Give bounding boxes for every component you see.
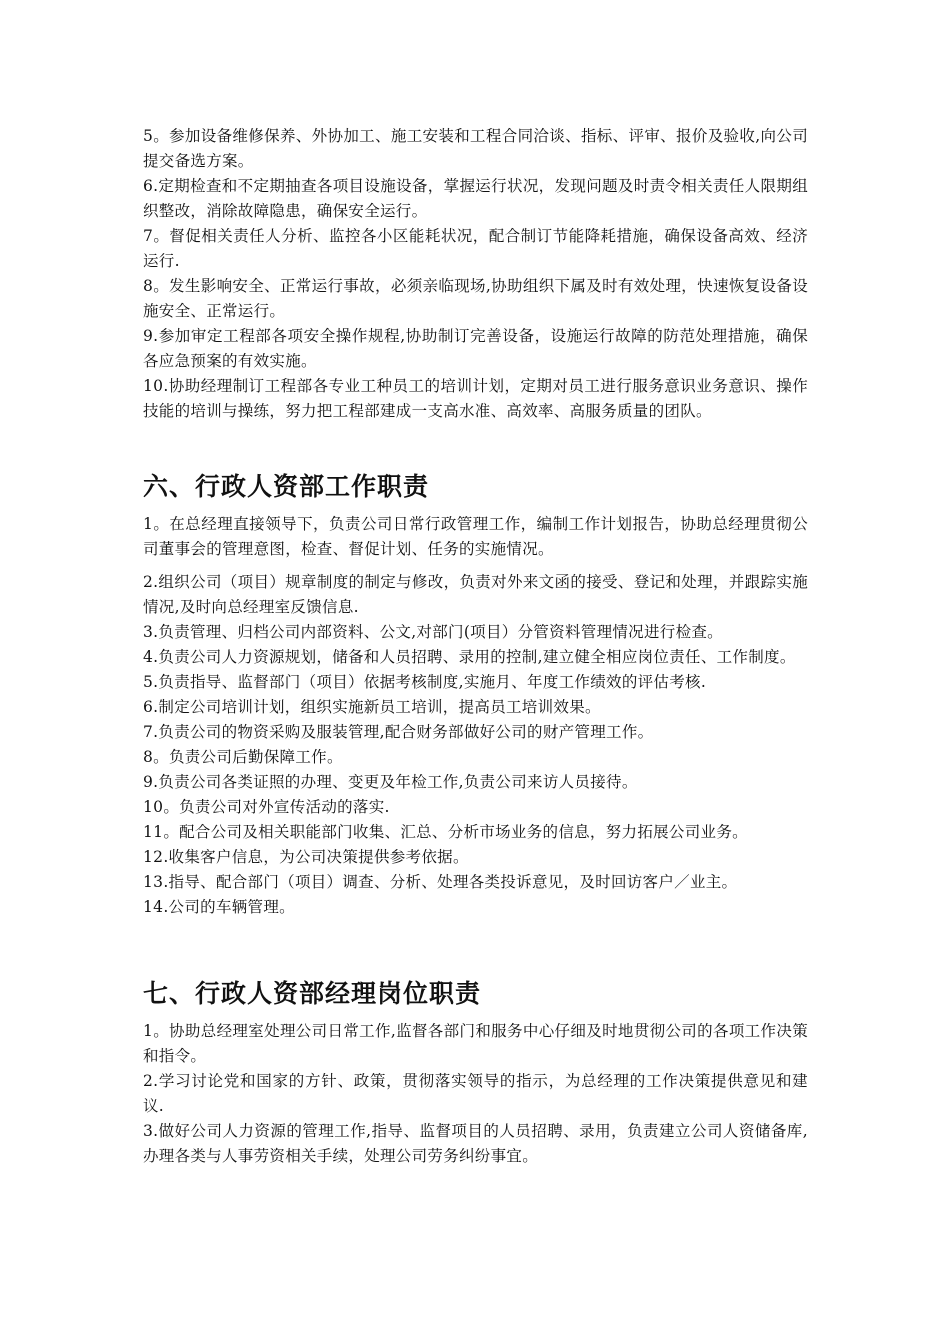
list-item: 3.做好公司人力资源的管理工作,指导、监督项目的人员招聘、录用，负责建立公司人资储备库,办理各类与人事劳资相关手续，处理公司劳务纠纷事宜。 [143,1122,808,1165]
list-item: 11。配合公司及相关职能部门收集、汇总、分析市场业务的信息，努力拓展公司业务。 [143,823,748,841]
list-item: 1。协助总经理室处理公司日常工作,监督各部门和服务中心仔细及时地贯彻公司的各项工作决策和指令。 [143,1022,808,1065]
section-6-title: 六、行政人资部工作职责 [143,472,430,501]
list-item: 2.组织公司（项目）规章制度的制定与修改，负责对外来文函的接受、登记和处理，并跟踪实施情况,及时向总经理室反馈信息. [143,573,808,616]
list-item: 1。在总经理直接领导下，负责公司日常行政管理工作，编制工作计划报告，协助总经理贯彻公司董事会的管理意图，检查、督促计划、任务的实施情况。 [143,515,808,558]
section-prev-list [143,124,808,424]
section-6-list [143,512,808,920]
section-7-title: 七、行政人资部经理岗位职责 [143,979,482,1008]
list-item: 3.负责管理、归档公司内部资料、公文,对部门(项目）分管资料管理情况进行检查。 [143,623,723,641]
list-item: 14.公司的车辆管理。 [143,898,295,916]
document-page [143,124,808,1169]
list-item: 8。发生影响安全、正常运行事故，必须亲临现场,协助组织下属及时有效处理，快速恢复设备设施安全、正常运行。 [143,277,808,320]
list-item: 5.负责指导、监督部门（项目）依据考核制度,实施月、年度工作绩效的评估考核. [143,673,707,691]
list-item: 13.指导、配合部门（项目）调查、分析、处理各类投诉意见，及时回访客户／业主。 [143,873,738,891]
section-7-list [143,1019,808,1169]
list-item: 9.参加审定工程部各项安全操作规程,协助制订完善设备，设施运行故障的防范处理措施，确保各应急预案的有效实施。 [143,327,808,370]
list-item: 10.协助经理制订工程部各专业工种员工的培训计划，定期对员工进行服务意识业务意识、操作技能的培训与操练，努力把工程部建成一支高水准、高效率、高服务质量的团队。 [143,377,808,420]
list-item: 10。负责公司对外宣传活动的落实. [143,798,390,816]
list-item: 4.负责公司人力资源规划，储备和人员招聘、录用的控制,建立健全相应岗位责任、工作制度。 [143,648,796,666]
list-item: 9.负责公司各类证照的办理、变更及年检工作,负责公司来访人员接待。 [143,773,638,791]
list-item: 7。督促相关责任人分析、监控各小区能耗状况，配合制订节能降耗措施，确保设备高效、经济运行. [143,227,808,270]
list-item: 12.收集客户信息，为公司决策提供参考依据。 [143,848,469,866]
list-item: 2.学习讨论党和国家的方针、政策，贯彻落实领导的指示，为总经理的工作决策提供意见和建议. [143,1072,808,1115]
list-item: 8。负责公司后勤保障工作。 [143,748,343,766]
list-item: 7.负责公司的物资采购及服装管理,配合财务部做好公司的财产管理工作。 [143,723,654,741]
list-item: 6.制定公司培训计划，组织实施新员工培训，提高员工培训效果。 [143,698,601,716]
list-item: 6.定期检查和不定期抽查各项目设施设备，掌握运行状况，发现问题及时责令相关责任人限期组织整改，消除故障隐患，确保安全运行。 [143,177,808,220]
list-item: 5。参加设备维修保养、外协加工、施工安装和工程合同洽谈、指标、评审、报价及验收,向公司提交备选方案。 [143,127,808,170]
